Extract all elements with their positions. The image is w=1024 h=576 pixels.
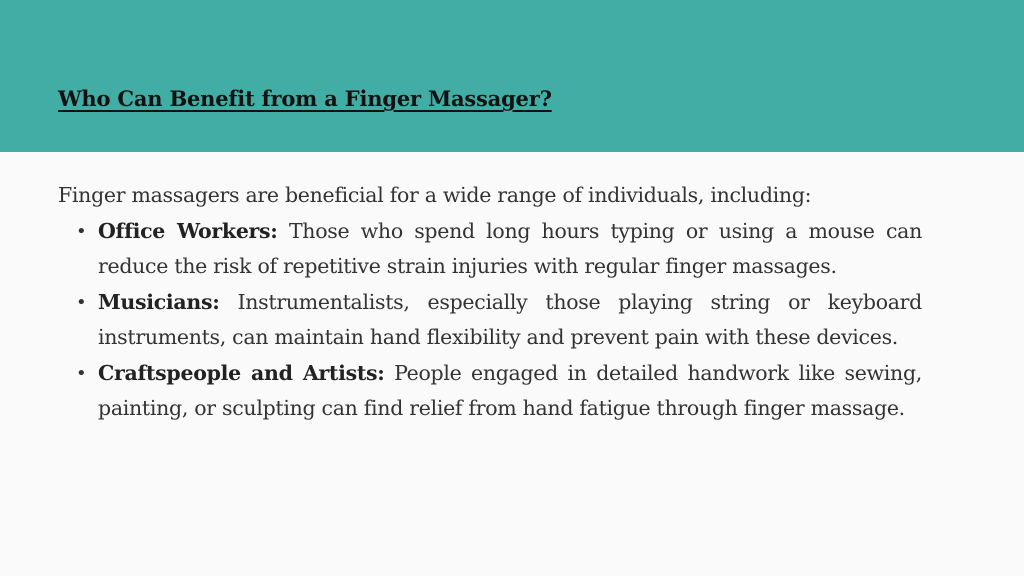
bullet-dot-icon: • bbox=[76, 291, 87, 313]
benefit-list bbox=[58, 214, 922, 427]
bullet-text: Those who spend long hours typing or using a mouse can reduce the risk of repetitive strain injuries with regular finger massages. bbox=[98, 218, 922, 278]
slide-title: Who Can Benefit from a Finger Massager? bbox=[58, 86, 552, 111]
bullet-term: Craftspeople and Artists: bbox=[98, 360, 385, 385]
slide-content bbox=[58, 178, 922, 427]
list-item-craftspeople bbox=[58, 356, 922, 427]
bullet-dot-icon: • bbox=[76, 362, 87, 384]
bullet-term: Office Workers: bbox=[98, 218, 278, 243]
list-item-office-workers bbox=[58, 214, 922, 285]
bullet-dot-icon: • bbox=[76, 220, 87, 242]
bullet-term: Musicians: bbox=[98, 289, 220, 314]
list-item-musicians bbox=[58, 285, 922, 356]
bullet-text: People engaged in detailed handwork like sewing, painting, or sculpting can find relief from hand fatigue through finger massage. bbox=[98, 360, 922, 420]
header-band bbox=[0, 0, 1024, 152]
intro-text: Finger massagers are beneficial for a wide range of individuals, including: bbox=[58, 183, 812, 207]
bullet-text: Instrumentalists, especially those playing string or keyboard instruments, can maintain hand flexibility and prevent pain with these devices. bbox=[98, 289, 922, 349]
